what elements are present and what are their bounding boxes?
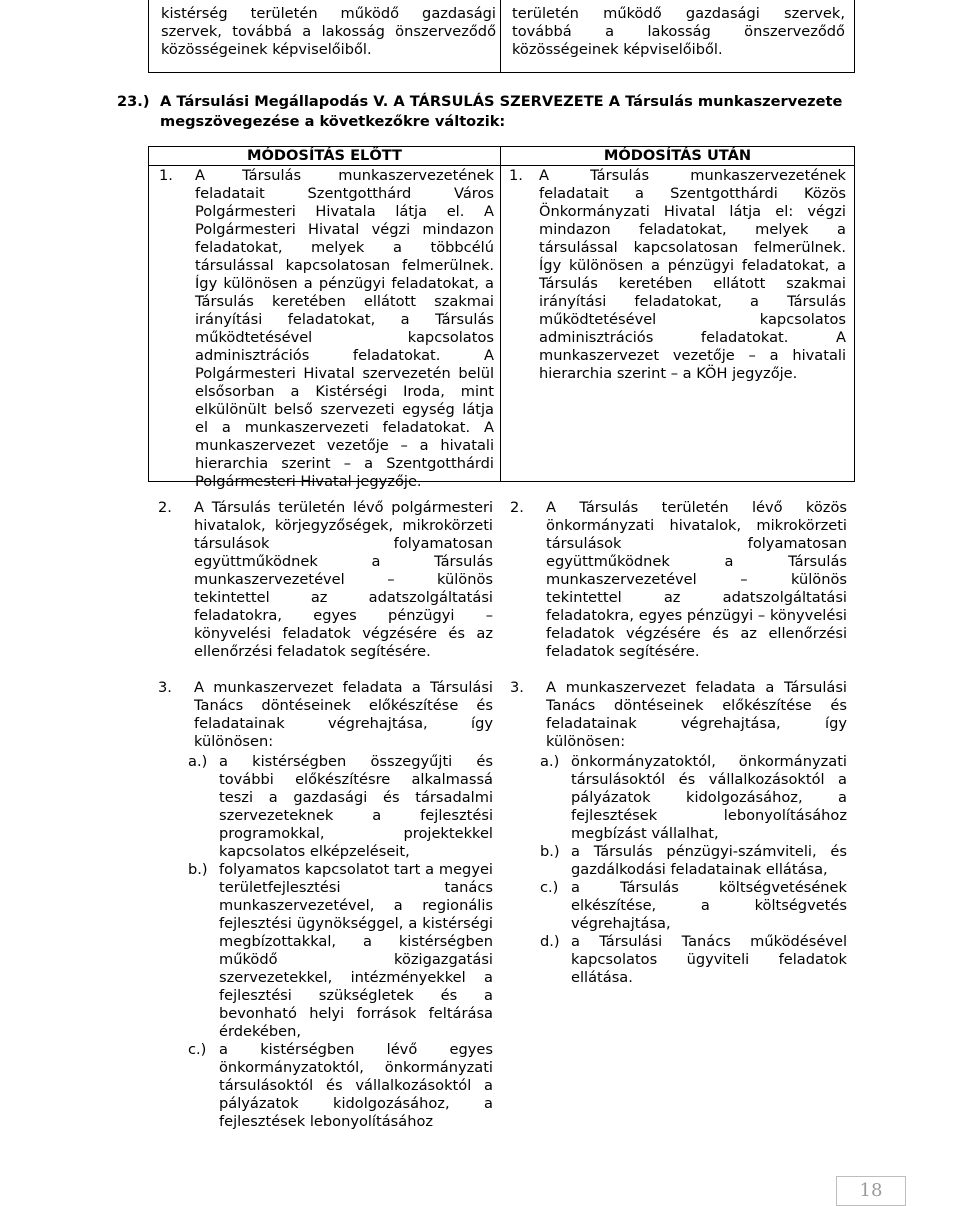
item-number: 1. bbox=[159, 167, 173, 184]
section-number: 23.) bbox=[117, 93, 150, 110]
sub-label: c.) bbox=[188, 1041, 207, 1058]
item-number: 3. bbox=[510, 679, 524, 696]
continuation-right-text: területén működő gazdasági szervek, továbbá a lakosság önszerveződő közösségeinek képviselőiből. bbox=[512, 5, 845, 58]
sub-label: d.) bbox=[540, 933, 560, 950]
item-2-after bbox=[510, 499, 847, 661]
section-title-line1: A Társulási Megállapodás V. A TÁRSULÁS SZERVEZETE A Társulás munkaszervezete bbox=[160, 93, 843, 110]
continuation-table bbox=[148, 0, 855, 73]
item-number: 2. bbox=[158, 499, 172, 516]
item-1-before bbox=[159, 167, 494, 491]
column-header-after: MÓDOSÍTÁS UTÁN bbox=[603, 147, 752, 164]
page-number: 18 bbox=[836, 1176, 906, 1206]
item-number: 1. bbox=[509, 167, 523, 184]
sub-text: a kistérségben összegyűjti és további előkészítésre alkalmassá teszi a gazdasági és társadalmi szervezeteknek a fejlesztési programokkal, projektekkel kapcsolatos elképzeléseit, bbox=[219, 753, 493, 860]
item-number: 2. bbox=[510, 499, 524, 516]
sub-text: a kistérségben lévő egyes önkormányzatoktól, önkormányzati társulásoktól és vállalkozásoktól a pályázatok kidolgozásához, a fejlesztések lebonyolításához bbox=[219, 1041, 493, 1130]
sub-text: folyamatos kapcsolatot tart a megyei területfejlesztési tanács munkaszervezetével, a regionális fejlesztési ügynökséggel, a kistérségi megbízottakkal, a kistérségben működő közigazgatási szervezetekkel, intézményekkel a fejlesztési szükségletek és a bevonható helyi források feltárása érdekében, bbox=[219, 861, 493, 1040]
item-text: A munkaszervezet feladata a Társulási Tanács döntéseinek előkészítése és feladatainak végrehajtása, így különösen: bbox=[194, 679, 493, 750]
item-text: A munkaszervezet feladata a Társulási Tanács döntéseinek előkészítése és feladatainak végrehajtása, így különösen: bbox=[546, 679, 847, 750]
sub-label: c.) bbox=[540, 879, 559, 896]
item-2-before bbox=[158, 499, 493, 661]
item-3-after bbox=[510, 679, 847, 987]
item-text: A Társulás munkaszervezetének feladatait Szentgotthárd Város Polgármesteri Hivatala látja el. A Polgármesteri Hivatal végzi mindazon feladatokat, melyek a többcélú társulással kapcsolatosan felmerülnek. Így különösen a pénzügyi feladatokat, a Társulás keretében ellátott szakmai irányítási feladatokat, a Társulás működtetésével kapcsolatos adminisztrációs feladatokat. A Polgármesteri Hivatal szervezetén belül elsősorban a Kistérségi Iroda, mint elkülönült belső szervezeti egység látja el a munkaszervezeti feladatokat. A munkaszervezet vezetője – a hivatali hierarchia szerint – a Szentgotthárdi Polgármesteri Hivatal jegyzője. bbox=[195, 167, 494, 490]
modification-table bbox=[148, 146, 855, 490]
sub-item bbox=[540, 753, 847, 843]
sub-text: a Társulás pénzügyi-számviteli, és gazdálkodási feladatainak ellátása, bbox=[571, 843, 847, 878]
column-divider bbox=[500, 0, 501, 72]
sub-label: b.) bbox=[540, 843, 560, 860]
sub-text: a Társulás költségvetésének elkészítése, a költségvetés végrehajtása, bbox=[571, 879, 847, 932]
sub-item bbox=[540, 843, 847, 879]
item-text: A Társulás munkaszervezetének feladatait a Szentgotthárdi Közös Önkormányzati Hivatal látja el: végzi mindazon feladatokat, melyek a társulással kapcsolatosan felmerülnek. Így különösen a pénzügyi feladatokat, a Társulás keretében ellátott szakmai irányítási feladatokat, a Társulás működtetésével kapcsolatos adminisztrációs feladatokat. A munkaszervezet vezetője – a hivatali hierarchia szerint – a KÖH jegyzője. bbox=[539, 167, 846, 382]
sub-item bbox=[188, 753, 493, 861]
continuation-left-text: kistérség területén működő gazdasági szervek, továbbá a lakosság önszerveződő közösségeinek képviselőiből. bbox=[161, 5, 496, 58]
sub-text: a Társulási Tanács működésével kapcsolatos ügyviteli feladatok ellátása. bbox=[571, 933, 847, 986]
item-text: A Társulás területén lévő közös önkormányzati hivatalok, mikrokörzeti társulások folyamatosan együttműködnek a Társulás munkaszervezetével – különös tekintettel az adatszolgáltatási feladatokra, egyes pénzügyi – könyvelési feladatok végzésére és az ellenőrzési feladatok segítésére. bbox=[546, 499, 847, 660]
section-heading bbox=[117, 92, 857, 132]
section-title-line2: megszövegezése a következőkre változik: bbox=[160, 113, 506, 130]
sub-label: a.) bbox=[540, 753, 560, 770]
header-rule bbox=[149, 165, 854, 166]
item-number: 3. bbox=[158, 679, 172, 696]
item-1-after bbox=[509, 167, 846, 383]
item-3-before bbox=[158, 679, 493, 1131]
column-header-before: MÓDOSÍTÁS ELŐTT bbox=[246, 147, 402, 164]
sub-text: önkormányzatoktól, önkormányzati társulásoktól és vállalkozásoktól a pályázatok kidolgozásához, a fejlesztések lebonyolításához megbízást vállalhat, bbox=[571, 753, 847, 842]
item-text: A Társulás területén lévő polgármesteri hivatalok, körjegyzőségek, mikrokörzeti társulások folyamatosan együttműködnek a Társulás munkaszervezetével – különös tekintettel az adatszolgáltatási feladatokra, egyes pénzügyi – könyvelési feladatok végzésére és az ellenőrzési feladatok segítésére. bbox=[194, 499, 493, 660]
sub-item bbox=[188, 1041, 493, 1131]
column-divider bbox=[500, 147, 501, 481]
sub-list-after bbox=[540, 753, 847, 987]
sub-item bbox=[188, 861, 493, 1041]
sub-list-before bbox=[188, 753, 493, 1131]
sub-label: a.) bbox=[188, 753, 208, 770]
sub-item bbox=[540, 879, 847, 933]
sub-item bbox=[540, 933, 847, 987]
sub-label: b.) bbox=[188, 861, 208, 878]
